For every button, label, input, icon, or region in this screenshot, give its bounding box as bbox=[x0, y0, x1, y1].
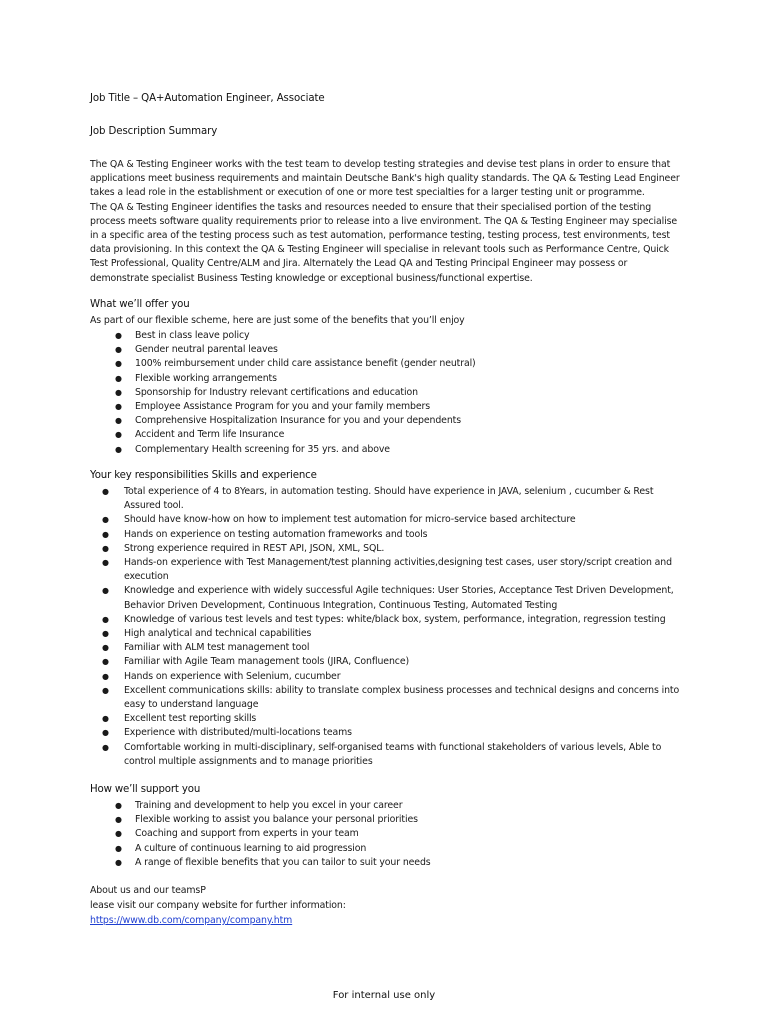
responsibility-item bbox=[90, 542, 690, 556]
responsibility-item-text: Knowledge of various test levels and test types: white/black box, system, performance, integration, regression testing bbox=[124, 613, 666, 625]
offer-item bbox=[90, 414, 680, 428]
bullet-icon: ● bbox=[102, 685, 109, 695]
responsibility-item-text: Hands-on experience with Test Management/test planning activities,designing test cases, user story/script creation and execution bbox=[124, 557, 672, 583]
bullet-icon: ● bbox=[115, 444, 122, 454]
responsibility-item bbox=[90, 741, 690, 769]
summary-paragraph-2: The QA & Testing Engineer identifies the tasks and resources needed to ensure that their specialised portion of the testing process meets software quality requirements prior to release into a live environment. The QA & Testing Engineer may specialise in a specific area of the testing process such as test automation, performance testing, testing process, test environments, test data provisioning. In this context the QA & Testing Engineer will specialise in relevant tools such as Performance Centre, Quick Test Professional, Quality Centre/ALM and Jira. Alternately the Lead QA and Testing Principal Engineer may possess or demonstrate specialist Business Testing knowledge or exceptional business/functional expertise. bbox=[90, 201, 677, 284]
bullet-icon: ● bbox=[102, 614, 109, 624]
responsibility-item bbox=[90, 655, 690, 669]
about-line-1: About us and our teamsP bbox=[90, 885, 206, 896]
responsibility-item bbox=[90, 627, 690, 641]
offer-item-text: 100% reimbursement under child care assistance benefit (gender neutral) bbox=[135, 358, 476, 370]
responsibility-item bbox=[90, 528, 690, 542]
bullet-icon: ● bbox=[115, 387, 122, 397]
bullet-icon: ● bbox=[115, 430, 122, 440]
responsibility-item-text: Familiar with ALM test management tool bbox=[124, 642, 310, 654]
summary-paragraph-1: The QA & Testing Engineer works with the test team to develop testing strategies and devise test plans in order to ensure that applications meet business requirements and maintain Deutsche Bank's high quality standards. The QA & Testing Lead Engineer takes a lead role in the establishment or execution of one or more test specialties for a larger testing unit or programme. bbox=[90, 159, 680, 199]
offer-item-text: Accident and Term life Insurance bbox=[135, 429, 285, 441]
support-item bbox=[90, 799, 680, 813]
bullet-icon: ● bbox=[102, 558, 109, 568]
bullet-icon: ● bbox=[115, 801, 122, 810]
bullet-icon: ● bbox=[115, 829, 122, 839]
bullet-icon: ● bbox=[102, 657, 109, 667]
responsibility-item-text: Comfortable working in multi-disciplinary, self-organised teams with functional stakeholders of various levels, Able to control multiple assignments and to manage priorities bbox=[124, 741, 662, 767]
bullet-icon: ● bbox=[115, 331, 122, 340]
bullet-icon: ● bbox=[102, 643, 109, 653]
responsibility-item bbox=[90, 556, 690, 584]
bullet-icon: ● bbox=[102, 543, 109, 553]
responsibility-item-text: Strong experience required in REST API, JSON, XML, SQL. bbox=[124, 542, 385, 554]
responsibility-item bbox=[90, 684, 690, 712]
responsibility-item-text: Should have know-how on how to implement test automation for micro-service based architecture bbox=[124, 514, 576, 526]
support-item-text: Flexible working to assist you balance your personal priorities bbox=[135, 814, 418, 826]
offer-item bbox=[90, 343, 680, 357]
job-title: Job Title – QA+Automation Engineer, Associate bbox=[90, 93, 325, 104]
responsibility-item-text: Excellent test reporting skills bbox=[124, 713, 257, 725]
responsibility-item-text: High analytical and technical capabilities bbox=[124, 628, 312, 640]
bullet-icon: ● bbox=[115, 857, 122, 867]
responsibility-item bbox=[90, 670, 690, 684]
offer-heading: What we’ll offer you bbox=[90, 299, 190, 310]
bullet-icon: ● bbox=[102, 728, 109, 738]
responsibility-item bbox=[90, 584, 690, 612]
responsibility-item bbox=[90, 712, 690, 726]
support-item-text: Training and development to help you excel in your career bbox=[135, 800, 403, 811]
responsibilities-list bbox=[90, 485, 690, 769]
responsibility-item-text: Experience with distributed/multi-locations teams bbox=[124, 727, 352, 739]
offer-item bbox=[90, 372, 680, 386]
summary-body bbox=[90, 158, 682, 286]
offer-item-text: Complementary Health screening for 35 yrs. and above bbox=[135, 443, 390, 455]
support-item-text: A range of flexible benefits that you can tailor to suit your needs bbox=[135, 856, 431, 868]
support-item bbox=[90, 856, 680, 870]
responsibility-item-text: Excellent communications skills: ability to translate complex business processes and technical designs and concerns into easy to understand language bbox=[124, 684, 680, 711]
responsibilities-heading: Your key responsibilities Skills and experience bbox=[90, 470, 317, 481]
bullet-icon: ● bbox=[102, 529, 109, 539]
responsibility-item-text: Hands on experience on testing automation frameworks and tools bbox=[124, 528, 428, 540]
responsibility-item bbox=[90, 613, 690, 627]
support-item bbox=[90, 813, 680, 827]
offer-item-text: Employee Assistance Program for you and your family members bbox=[135, 401, 430, 413]
about-section bbox=[90, 883, 346, 928]
bullet-icon: ● bbox=[102, 629, 109, 639]
support-item bbox=[90, 827, 680, 841]
responsibility-item-text: Knowledge and experience with widely successful Agile techniques: User Stories, Acceptance Test Driven Development, Behavior Driven Development, Continuous Integration, Continuous Testing, Automated Testing bbox=[124, 585, 674, 611]
responsibility-item bbox=[90, 513, 690, 527]
bullet-icon: ● bbox=[115, 416, 122, 426]
offer-item bbox=[90, 357, 680, 371]
bullet-icon: ● bbox=[102, 487, 109, 496]
support-list bbox=[90, 799, 680, 870]
support-item-text: Coaching and support from experts in your team bbox=[135, 828, 359, 840]
responsibility-item-text: Familiar with Agile Team management tools (JIRA, Confluence) bbox=[124, 656, 410, 668]
offer-item bbox=[90, 386, 680, 400]
company-website-link[interactable]: https://www.db.com/company/company.htm bbox=[90, 915, 293, 926]
footer-classification: For internal use only bbox=[332, 990, 436, 1001]
summary-heading: Job Description Summary bbox=[90, 126, 218, 137]
responsibility-item bbox=[90, 641, 690, 655]
bullet-icon: ● bbox=[115, 843, 122, 853]
offer-item-text: Best in class leave policy bbox=[135, 330, 250, 341]
bullet-icon: ● bbox=[115, 345, 122, 355]
support-item bbox=[90, 842, 680, 856]
bullet-icon: ● bbox=[115, 373, 122, 383]
offer-item bbox=[90, 400, 680, 414]
bullet-icon: ● bbox=[115, 815, 122, 825]
bullet-icon: ● bbox=[102, 714, 109, 724]
bullet-icon: ● bbox=[102, 515, 109, 525]
offer-item bbox=[90, 329, 680, 343]
support-heading: How we’ll support you bbox=[90, 784, 201, 795]
offer-item-text: Sponsorship for Industry relevant certifications and education bbox=[135, 386, 418, 398]
offer-item bbox=[90, 428, 680, 442]
responsibility-item bbox=[90, 726, 690, 740]
responsibility-item bbox=[90, 485, 690, 513]
bullet-icon: ● bbox=[115, 402, 122, 412]
offer-item bbox=[90, 443, 680, 457]
responsibility-item-text: Total experience of 4 to 8Years, in automation testing. Should have experience in JAVA, selenium , cucumber & Rest Assured tool. bbox=[124, 486, 654, 512]
offer-list bbox=[90, 329, 680, 457]
bullet-icon: ● bbox=[102, 671, 109, 681]
bullet-icon: ● bbox=[102, 586, 109, 596]
offer-item-text: Gender neutral parental leaves bbox=[135, 344, 278, 356]
support-item-text: A culture of continuous learning to aid progression bbox=[135, 842, 367, 854]
offer-intro: As part of our flexible scheme, here are just some of the benefits that you’ll enjoy bbox=[90, 315, 465, 326]
offer-item-text: Flexible working arrangements bbox=[135, 372, 277, 384]
offer-item-text: Comprehensive Hospitalization Insurance for you and your dependents bbox=[135, 415, 461, 427]
responsibility-item-text: Hands on experience with Selenium, cucumber bbox=[124, 670, 341, 682]
bullet-icon: ● bbox=[102, 742, 109, 752]
about-line-2: lease visit our company website for further information: bbox=[90, 900, 346, 911]
bullet-icon: ● bbox=[115, 359, 122, 369]
